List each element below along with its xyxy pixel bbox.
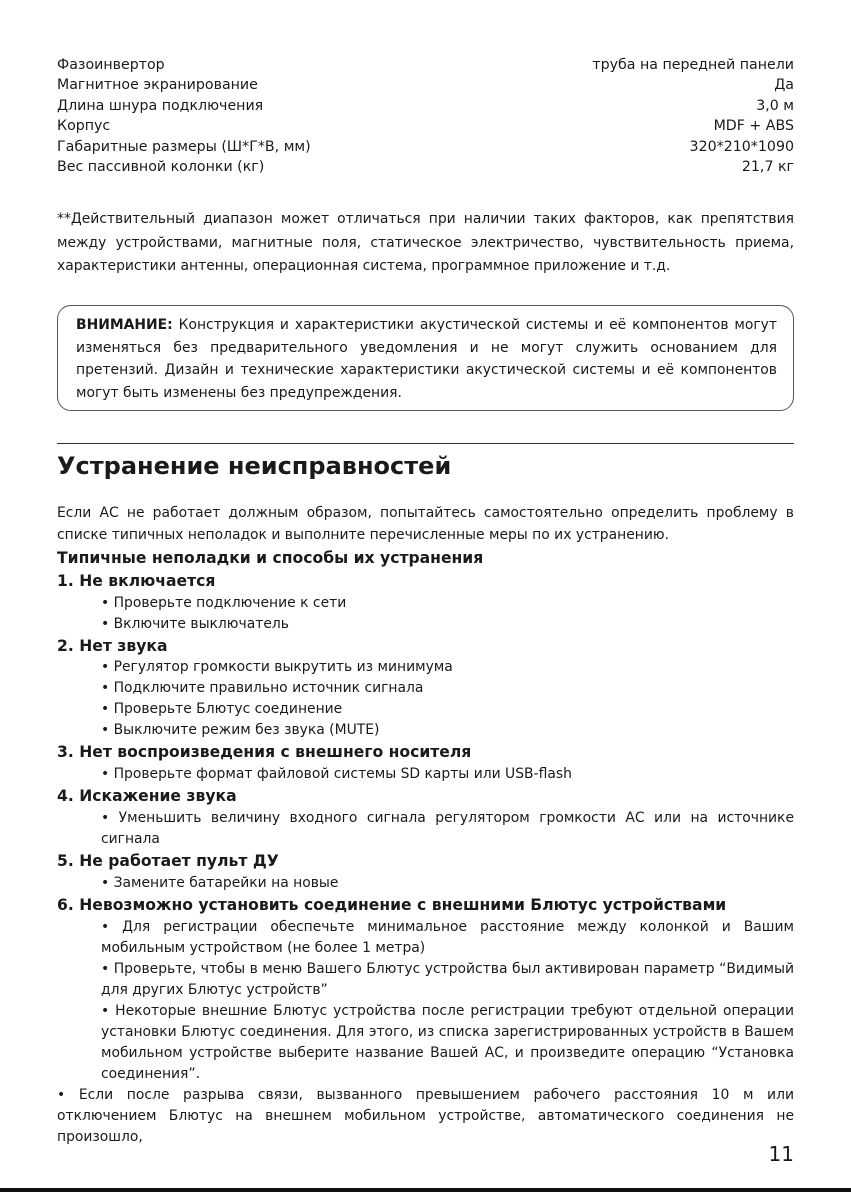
troubleshooting-list (57, 547, 794, 1148)
subsection-title: Типичные неполадки и способы их устранения (57, 549, 484, 567)
spec-value: MDF + ABS (713, 118, 794, 135)
issue-item: • Уменьшить величину входного сигнала регулятором громкости АС или на источнике сигнала (101, 809, 794, 847)
specs-table (57, 55, 794, 177)
spec-label: Магнитное экранирование (57, 77, 258, 94)
page-number: 11 (768, 1142, 794, 1166)
notice-text: Конструкция и характеристики акустической системы и её компонентов могут изменяться без предварительного уведомления и не могут служить основанием для претензий. Дизайн и технические характеристики акустической системы и её компонентов могут быть изменены без предупреждения. (76, 317, 777, 401)
spec-value: труба на передней панели (592, 57, 794, 73)
issue-title: 4. Искажение звука (57, 787, 237, 806)
spec-value: 320*210*1090 (689, 138, 794, 155)
spec-value: Да (774, 77, 794, 94)
spec-value: 21,7 кг (741, 158, 794, 175)
spec-label: Вес пассивной колонки (кг) (57, 158, 265, 175)
spec-label: Длина шнура подключения (57, 97, 264, 114)
section-title: Устранение неисправностей (57, 452, 452, 480)
issue-item: • Для регистрации обеспечьте минимальное расстояние между колонкой и Вашим мобильным устройством (не более 1 метра) (101, 918, 794, 956)
issue-title: 6. Невозможно установить соединение с внешними Блютус устройствами (57, 895, 727, 914)
notice-label: ВНИМАНИЕ: (76, 317, 173, 333)
issue-item: • Регулятор громкости выкрутить из минимума (101, 659, 453, 676)
spec-row (57, 157, 794, 177)
spec-row (57, 137, 794, 157)
spec-row (57, 55, 794, 75)
range-footnote: **Действительный диапазон может отличаться при наличии таких факторов, как препятствия между устройствами, магнитные поля, статическое электричество, чувствительность приема, характеристики антенны, операционная система, программное приложение и т.д. (57, 211, 794, 274)
warning-notice-box (57, 305, 794, 411)
spec-row (57, 75, 794, 95)
spec-label: Корпус (57, 118, 111, 135)
trailing-paragraph: • Если после разрыва связи, вызванного превышением рабочего расстояния 10 м или отключением Блютус на внешнем мобильном устройстве, автоматического соединения не произошло, (57, 1086, 794, 1145)
issue-item: • Проверьте, чтобы в меню Вашего Блютус устройства был активирован параметр “Видимый для других Блютус устройств” (101, 960, 794, 998)
spec-label: Габаритные размеры (Ш*Г*В, мм) (57, 138, 311, 155)
issue-item: • Подключите правильно источник сигнала (101, 680, 424, 697)
spec-label: Фазоинвертор (57, 57, 165, 73)
issue-title: 3. Нет воспроизведения с внешнего носителя (57, 743, 472, 762)
issue-item: • Проверьте Блютус соединение (101, 701, 343, 718)
spec-value: 3,0 м (756, 97, 794, 114)
issue-title: 5. Не работает пульт ДУ (57, 851, 279, 870)
issue-item: • Некоторые внешние Блютус устройства после регистрации требуют отдельной операции установки Блютус соединения. Для этого, из списка зарегистрированных устройств в Вашем мобильном устройстве выберите название Вашей АС, и произведите операцию “Установка соединения”. (101, 1002, 794, 1082)
spec-row (57, 96, 794, 116)
section-divider (57, 443, 794, 444)
issue-item: • Включите выключатель (101, 615, 289, 632)
issue-title: 1. Не включается (57, 571, 216, 590)
issue-item: • Проверьте подключение к сети (101, 594, 347, 611)
issue-title: 2. Нет звука (57, 636, 168, 655)
page-bottom-bar (0, 1188, 851, 1192)
issue-item: • Проверьте формат файловой системы SD карты или USB-flash (101, 766, 572, 783)
spec-row (57, 116, 794, 136)
issue-item: • Выключите режим без звука (MUTE) (101, 722, 380, 739)
section-intro: Если АС не работает должным образом, попытайтесь самостоятельно определить проблему в списке типичных неполадок и выполните перечисленные меры по их устранению. (57, 505, 794, 543)
issue-item: • Замените батарейки на новые (101, 874, 339, 891)
